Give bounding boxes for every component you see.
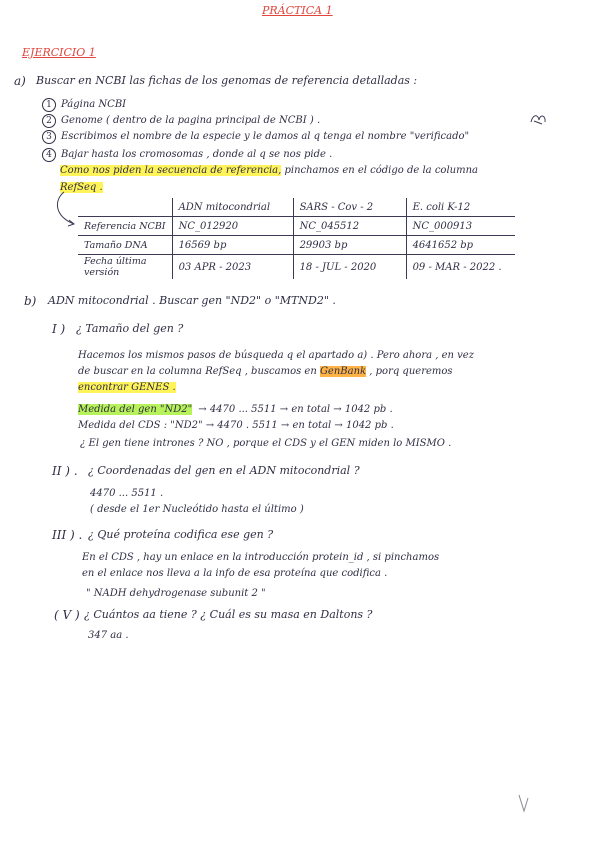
- q3-protein: " NADH dehydrogenase subunit 2 ": [86, 588, 266, 599]
- question-3-number: III ) .: [52, 528, 83, 542]
- step-4: [42, 148, 332, 162]
- table-cell: 29903 bp: [293, 236, 406, 255]
- corner-mark: [516, 792, 530, 814]
- step-2: [42, 114, 320, 128]
- section-a-text: Buscar en NCBI las fichas de los genomas de referencia detalladas :: [36, 74, 418, 87]
- step-number: 3: [42, 130, 56, 144]
- page-title: PRÁCTICA 1: [262, 4, 333, 17]
- exercise-heading: EJERCICIO 1: [22, 46, 96, 59]
- table-row: [78, 236, 515, 255]
- question-1: ¿ Tamaño del gen ?: [76, 322, 184, 335]
- section-a-label: a): [14, 74, 26, 88]
- q2-answer-2: ( desde el 1er Nucleótido hasta el último ): [90, 504, 304, 515]
- genbank-highlight: GenBank: [319, 366, 367, 377]
- q3-line-2: en el enlace nos lleva a la info de esa proteína que codifica .: [82, 568, 388, 579]
- introns-answer: ¿ El gen tiene intrones ? NO , porque el CDS y el GEN miden lo MISMO .: [80, 438, 452, 449]
- ncbi-table: [78, 198, 515, 279]
- measure-cds: Medida del CDS : "ND2" → 4470 . 5511 → en total → 1042 pb .: [78, 420, 394, 431]
- table-row: [78, 255, 515, 280]
- question-2-number: II ) .: [52, 464, 78, 478]
- question-4: ¿ Cuántos aa tiene ? ¿ Cuál es su masa en Daltons ?: [84, 608, 373, 621]
- measure-gene-label: Medida del gen "ND2": [78, 404, 193, 415]
- q1-line-2-text: de buscar en la columna RefSeq , buscamos en: [78, 366, 320, 377]
- table-cell: 4641652 bp: [406, 236, 515, 255]
- question-1-number: I ): [52, 322, 66, 336]
- table-row: [78, 217, 515, 236]
- table-header: SARS - Cov - 2: [293, 198, 406, 217]
- table-header-empty: [78, 198, 172, 217]
- table-header: E. coli K-12: [406, 198, 515, 217]
- section-b-label: b): [24, 294, 37, 308]
- question-3: ¿ Qué proteína codifica ese gen ?: [88, 528, 274, 541]
- table-cell: 09 - MAR - 2022 .: [406, 255, 515, 280]
- measure-gene: [78, 404, 393, 415]
- q2-answer-1: 4470 ... 5511 .: [90, 488, 164, 499]
- section-b-heading: ADN mitocondrial . Buscar gen "ND2" o "MTND2" .: [48, 294, 336, 307]
- table-cell: NC_045512: [293, 217, 406, 236]
- step-text: Escribimos el nombre de la especie y le damos al q tenga el nombre "verificado": [61, 131, 470, 142]
- row-label: Fecha última versión: [78, 255, 172, 280]
- table-cell: NC_000913: [406, 217, 515, 236]
- q1-line-2: [78, 366, 453, 377]
- table-header: ADN mitocondrial: [172, 198, 293, 217]
- question-2: ¿ Coordenadas del gen en el ADN mitocondrial ?: [88, 464, 360, 477]
- measure-gene-value: → 4470 ... 5511 → en total → 1042 pb .: [198, 404, 393, 415]
- q1-line-2-text: , porq queremos: [366, 366, 453, 377]
- step-1: [42, 98, 126, 112]
- step-text: Página NCBI: [61, 99, 127, 110]
- highlighted-note: Como nos piden la secuencia de referencia,: [60, 165, 282, 176]
- refseq-highlight: RefSeq .: [60, 182, 103, 193]
- row-label: Tamaño DNA: [78, 236, 172, 255]
- step-text: Genome ( dentro de la pagina principal de NCBI ) .: [61, 115, 321, 126]
- note-text: pinchamos en el código de la columna: [281, 165, 478, 176]
- step-number: 1: [42, 98, 56, 112]
- table-cell: 03 APR - 2023: [172, 255, 293, 280]
- q4-answer: 347 aa .: [88, 630, 129, 641]
- question-4-number: ( V ): [54, 608, 80, 622]
- table-cell: NC_012920: [172, 217, 293, 236]
- table-cell: 18 - JUL - 2020: [293, 255, 406, 280]
- step-number: 2: [42, 114, 56, 128]
- table-header-row: [78, 198, 515, 217]
- row-label: Referencia NCBI: [78, 217, 172, 236]
- step-number: 4: [42, 148, 56, 162]
- q3-line-1: En el CDS , hay un enlace en la introducción protein_id , si pinchamos: [82, 552, 440, 563]
- q1-line-3: [78, 382, 176, 393]
- note-line-1: [60, 165, 478, 176]
- step-text: Bajar hasta los cromosomas , donde al q se nos pide .: [61, 149, 333, 160]
- q1-line-1: Hacemos los mismos pasos de búsqueda q el apartado a) . Pero ahora , en vez: [78, 350, 474, 361]
- table-cell: 16569 bp: [172, 236, 293, 255]
- genes-highlight: encontrar GENES .: [78, 382, 176, 393]
- scribble-mark: [528, 112, 550, 128]
- step-3: [42, 130, 469, 144]
